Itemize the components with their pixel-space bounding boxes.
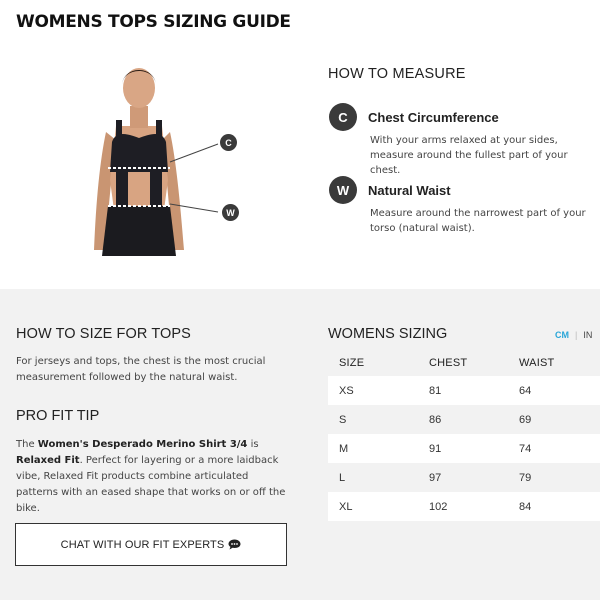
waist-cell: 69 <box>519 413 532 426</box>
chest-cell: 97 <box>429 471 442 484</box>
size-table <box>328 350 600 521</box>
table-row <box>328 376 600 405</box>
size-cell: M <box>339 442 349 455</box>
size-cell: XL <box>339 500 353 513</box>
size-cell: S <box>339 413 347 426</box>
womens-sizing-title: WOMENS SIZING <box>328 326 448 342</box>
chest-circle-icon: C <box>329 103 357 131</box>
unit-in-button[interactable]: IN <box>583 330 593 340</box>
chest-circumference-title: Chest Circumference <box>368 110 499 125</box>
waist-cell: 64 <box>519 384 532 397</box>
waist-cell: 84 <box>519 500 532 513</box>
unit-toggle <box>555 330 592 340</box>
waist-cell: 74 <box>519 442 532 455</box>
table-row <box>328 405 600 434</box>
product-name-link[interactable]: Women's Desperado Merino Shirt 3/4 <box>37 439 248 450</box>
unit-cm-button[interactable]: CM <box>555 330 569 340</box>
chest-circumference-desc: With your arms relaxed at your sides, measure around the fullest part of your chest. <box>370 135 568 176</box>
chest-cell: 86 <box>429 413 442 426</box>
model-illustration <box>72 60 252 256</box>
natural-waist-title: Natural Waist <box>368 183 451 198</box>
table-row <box>328 463 600 492</box>
page-title: WOMENS TOPS SIZING GUIDE <box>16 12 291 32</box>
unit-separator: | <box>575 330 578 340</box>
how-to-size-desc: For jerseys and tops, the chest is the most crucial measurement followed by the natural waist. <box>16 356 266 383</box>
chat-button-label: CHAT WITH OUR FIT EXPERTS <box>60 538 225 551</box>
table-header-row <box>328 350 600 376</box>
chat-fit-experts-button[interactable] <box>15 523 287 566</box>
header-size: SIZE <box>339 357 365 369</box>
table-row <box>328 434 600 463</box>
waist-circle-icon: W <box>329 176 357 204</box>
model-figure <box>72 60 252 256</box>
header-chest: CHEST <box>429 357 468 369</box>
size-cell: L <box>339 471 346 484</box>
how-to-measure-title: HOW TO MEASURE <box>328 66 466 82</box>
chest-cell: 91 <box>429 442 442 455</box>
chest-cell: 81 <box>429 384 442 397</box>
chat-bubble-icon <box>228 539 241 550</box>
how-to-size-title: HOW TO SIZE FOR TOPS <box>16 326 191 342</box>
chest-cell: 102 <box>429 500 448 513</box>
waist-marker-icon: W <box>222 204 239 221</box>
chest-marker-icon: C <box>220 134 237 151</box>
table-row <box>328 492 600 521</box>
size-cell: XS <box>339 384 354 397</box>
fit-type-label: Relaxed Fit <box>16 455 80 466</box>
waist-cell: 79 <box>519 471 532 484</box>
natural-waist-desc: Measure around the narrowest part of your torso (natural waist). <box>370 208 586 234</box>
pro-fit-tip-desc: The Women's Desperado Merino Shirt 3/4 is Relaxed Fit. Perfect for layering or a more laidback vibe, Relaxed Fit products combine articulated patterns with an eased shape that works on or off the bike. <box>16 439 286 514</box>
pro-fit-tip-title: PRO FIT TIP <box>16 408 100 424</box>
header-waist: WAIST <box>519 357 555 369</box>
